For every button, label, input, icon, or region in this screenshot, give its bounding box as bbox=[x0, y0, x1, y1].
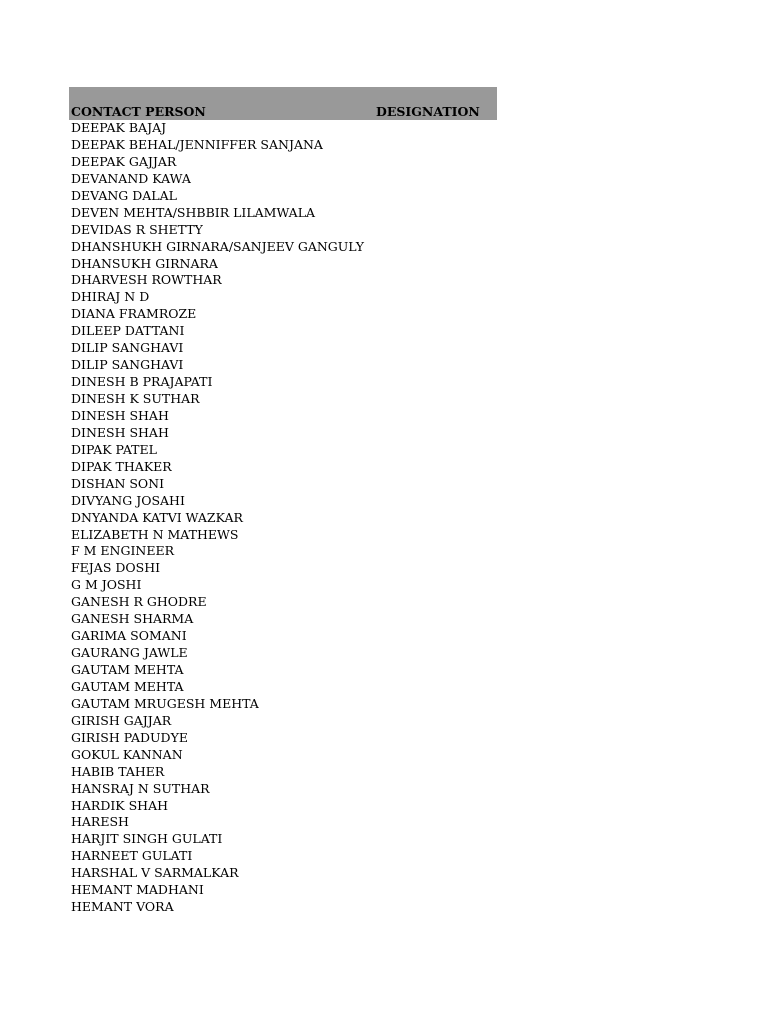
table-row[interactable]: GAURANG JAWLE bbox=[71, 645, 188, 661]
table-row[interactable]: DIVYANG JOSAHI bbox=[71, 492, 185, 508]
table-row[interactable]: DILIP SANGHAVI bbox=[71, 357, 184, 373]
table-row[interactable]: DIANA FRAMROZE bbox=[71, 306, 197, 322]
contact-list bbox=[69, 120, 497, 916]
table-row[interactable]: DILIP SANGHAVI bbox=[71, 340, 184, 356]
table-row[interactable]: DILEEP DATTANI bbox=[71, 323, 185, 339]
table-row[interactable]: GANESH R GHODRE bbox=[71, 594, 207, 610]
table-row[interactable]: DIPAK THAKER bbox=[71, 458, 172, 474]
table-row[interactable]: GIRISH PADUDYE bbox=[71, 729, 188, 745]
table-row[interactable]: GANESH SHARMA bbox=[71, 611, 194, 627]
table-row[interactable]: DIPAK PATEL bbox=[71, 441, 157, 457]
table-row[interactable]: DEVEN MEHTA/SHBBIR LILAMWALA bbox=[71, 204, 316, 220]
table-row[interactable]: HARSHAL V SARMALKAR bbox=[71, 865, 239, 881]
table-row[interactable]: FEJAS DOSHI bbox=[71, 560, 161, 576]
table-row[interactable]: GAUTAM MRUGESH MEHTA bbox=[71, 695, 259, 711]
table-row[interactable]: DINESH B PRAJAPATI bbox=[71, 374, 213, 390]
table-row[interactable]: DISHAN SONI bbox=[71, 475, 165, 491]
table-row[interactable]: DINESH K SUTHAR bbox=[71, 391, 200, 406]
table-row[interactable]: DHANSHUKH GIRNARA/SANJEEV GANGULY bbox=[71, 238, 365, 254]
table-row[interactable]: DEVANAND KAWA bbox=[71, 170, 191, 186]
table-header bbox=[69, 87, 497, 120]
table-row[interactable]: DINESH SHAH bbox=[71, 407, 169, 423]
table-row[interactable]: HANSRAJ N SUTHAR bbox=[71, 780, 210, 796]
table-row[interactable]: GIRISH GAJJAR bbox=[71, 712, 172, 728]
table-row[interactable]: DHARVESH ROWTHAR bbox=[71, 272, 222, 288]
table-row[interactable]: DHIRAJ N D bbox=[71, 289, 150, 305]
table-row[interactable]: HABIB TAHER bbox=[71, 763, 165, 779]
table-row[interactable]: DEVANG DALAL bbox=[71, 187, 177, 203]
table-row[interactable]: GARIMA SOMANI bbox=[71, 628, 187, 644]
table-row[interactable]: HEMANT MADHANI bbox=[71, 882, 204, 898]
table-row[interactable]: ELIZABETH N MATHEWS bbox=[71, 526, 239, 542]
table-row[interactable]: G M JOSHI bbox=[71, 577, 142, 593]
table-row[interactable]: DINESH SHAH bbox=[71, 424, 169, 440]
table-row[interactable]: DEEPAK BAJAJ bbox=[71, 120, 167, 135]
table-row[interactable]: HARJIT SINGH GULATI bbox=[71, 831, 223, 847]
table-row[interactable]: HEMANT VORA bbox=[71, 899, 174, 915]
table-row[interactable]: GOKUL KANNAN bbox=[71, 746, 183, 762]
table-row[interactable]: GAUTAM MEHTA bbox=[71, 662, 184, 677]
table-row[interactable]: HARDIK SHAH bbox=[71, 797, 169, 813]
table-row[interactable]: GAUTAM MEHTA bbox=[71, 678, 184, 694]
table-row[interactable]: DEEPAK GAJJAR bbox=[71, 153, 177, 169]
header-contact-person[interactable]: CONTACT PERSON bbox=[71, 104, 206, 119]
table-row[interactable]: DEVIDAS R SHETTY bbox=[71, 221, 203, 237]
table-row[interactable]: DNYANDA KATVI WAZKAR bbox=[71, 509, 243, 525]
table-row[interactable]: HARNEET GULATI bbox=[71, 848, 193, 864]
header-designation[interactable]: DESIGNATION bbox=[376, 104, 480, 119]
contact-table bbox=[69, 87, 497, 916]
table-row[interactable]: DEEPAK BEHAL/JENNIFFER SANJANA bbox=[71, 136, 323, 152]
table-row[interactable]: HARESH bbox=[71, 814, 129, 830]
table-row[interactable]: F M ENGINEER bbox=[71, 543, 175, 559]
table-row[interactable]: DHANSUKH GIRNARA bbox=[71, 255, 218, 271]
